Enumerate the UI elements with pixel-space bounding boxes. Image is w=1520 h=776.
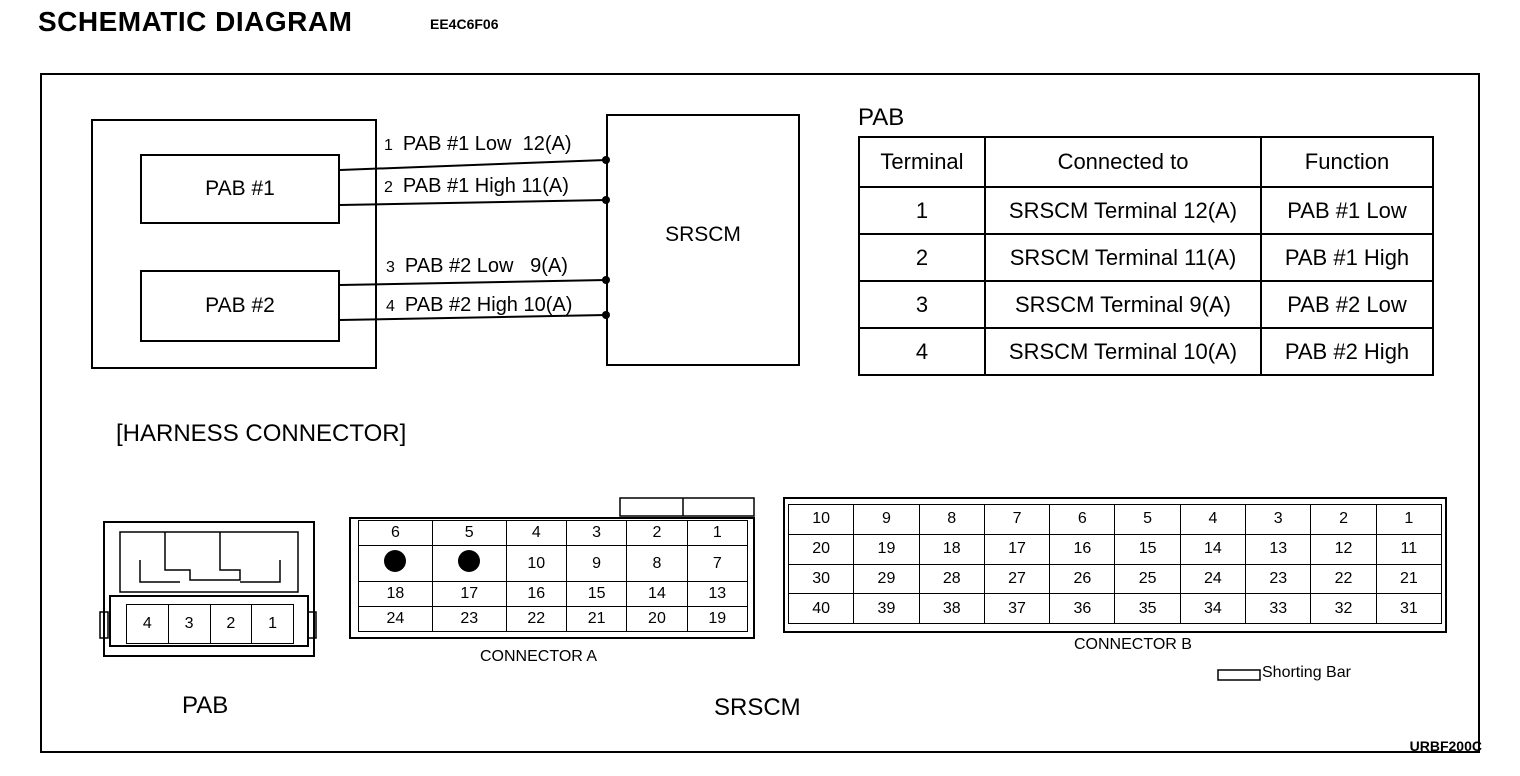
pin-cell: 1 <box>1376 505 1441 535</box>
pin-cell: 40 <box>789 594 854 624</box>
pin-cell: 5 <box>1115 505 1180 535</box>
table-header: Function <box>1261 137 1433 187</box>
table-header-row <box>859 137 1433 187</box>
page-title: SCHEMATIC DIAGRAM <box>38 6 353 37</box>
pin-cell: 17 <box>432 582 506 607</box>
table-cell: SRSCM Terminal 12(A) <box>985 187 1261 234</box>
table-row <box>859 281 1433 328</box>
table-cell: PAB #1 High <box>1261 234 1433 281</box>
diagram-code: EE4C6F06 <box>430 16 499 32</box>
pin-cell: 6 <box>359 521 433 546</box>
pin-cell: 6 <box>1050 505 1115 535</box>
pin-cell: 15 <box>566 582 626 607</box>
table-row <box>359 545 748 582</box>
pin-cell: 13 <box>687 582 747 607</box>
pin-cell: 12 <box>1311 534 1376 564</box>
table-cell: 4 <box>859 328 985 375</box>
wire-label-4: 4 PAB #2 High 10(A) <box>386 294 573 316</box>
pin-cell <box>432 545 506 582</box>
pin-cell: 38 <box>919 594 984 624</box>
table-cell: 1 <box>859 187 985 234</box>
pin-cell: 9 <box>566 545 626 582</box>
wire-1 <box>340 160 606 170</box>
pin-cell: 22 <box>1311 564 1376 594</box>
pab-table-title: PAB <box>858 104 905 131</box>
harness-connector-title: [HARNESS CONNECTOR] <box>116 420 407 447</box>
pin-cell: 18 <box>919 534 984 564</box>
pin-cell: 33 <box>1246 594 1311 624</box>
pin-cell: 11 <box>1376 534 1441 564</box>
srscm-caption: SRSCM <box>714 694 801 721</box>
pin-cell: 19 <box>854 534 919 564</box>
pin-cell: 34 <box>1180 594 1245 624</box>
pin-cell: 35 <box>1115 594 1180 624</box>
pin-cell: 39 <box>854 594 919 624</box>
pin-cell: 20 <box>789 534 854 564</box>
pin-cell: 23 <box>432 607 506 632</box>
pin-cell: 7 <box>687 545 747 582</box>
pin-cell: 5 <box>432 521 506 546</box>
pin-cell: 7 <box>984 505 1049 535</box>
pin-cell: 21 <box>566 607 626 632</box>
pin-cell: 18 <box>359 582 433 607</box>
pin-cell: 3 <box>1246 505 1311 535</box>
pin-cell: 25 <box>1115 564 1180 594</box>
pin-cell: 36 <box>1050 594 1115 624</box>
wire-2 <box>340 200 606 205</box>
wire-label-3: 3 PAB #2 Low 9(A) <box>386 255 568 277</box>
pin-cell: 1 <box>252 605 294 644</box>
pin-cell: 9 <box>854 505 919 535</box>
filled-pin-dot <box>384 550 406 572</box>
pab-connector-pins <box>126 604 294 644</box>
pin-cell: 1 <box>687 521 747 546</box>
shorting-bar-label: Shorting Bar <box>1262 664 1351 681</box>
table-cell: 2 <box>859 234 985 281</box>
pin-cell: 14 <box>627 582 687 607</box>
pin-cell: 29 <box>854 564 919 594</box>
table-row <box>359 521 748 546</box>
pin-cell: 3 <box>168 605 210 644</box>
pin-cell: 3 <box>566 521 626 546</box>
pin-cell: 24 <box>1180 564 1245 594</box>
wire-3 <box>340 280 606 285</box>
table-row <box>789 534 1442 564</box>
pin-cell: 4 <box>506 521 566 546</box>
pin-cell: 4 <box>127 605 169 644</box>
pin-cell: 2 <box>210 605 252 644</box>
pab1-box: PAB #1 <box>140 154 340 224</box>
pin-cell: 8 <box>627 545 687 582</box>
table-cell: SRSCM Terminal 11(A) <box>985 234 1261 281</box>
table-header: Terminal <box>859 137 985 187</box>
pin-cell: 16 <box>1050 534 1115 564</box>
table-cell: PAB #2 Low <box>1261 281 1433 328</box>
pin-cell: 4 <box>1180 505 1245 535</box>
pin-cell: 22 <box>506 607 566 632</box>
filled-pin-dot <box>458 550 480 572</box>
connector-a-key <box>620 498 754 516</box>
table-cell: SRSCM Terminal 10(A) <box>985 328 1261 375</box>
pin-cell <box>359 545 433 582</box>
pin-cell: 10 <box>506 545 566 582</box>
connector-b-caption: CONNECTOR B <box>1074 636 1192 653</box>
table-row <box>859 234 1433 281</box>
table-row <box>789 594 1442 624</box>
pin-cell: 17 <box>984 534 1049 564</box>
figure-code: URBF200C <box>1409 738 1482 754</box>
pin-cell: 26 <box>1050 564 1115 594</box>
srscm-box: SRSCM <box>606 114 800 366</box>
pab2-box: PAB #2 <box>140 270 340 342</box>
pin-cell: 27 <box>984 564 1049 594</box>
connector-b-grid <box>788 504 1442 624</box>
pin-cell: 13 <box>1246 534 1311 564</box>
pin-cell: 19 <box>687 607 747 632</box>
pin-cell: 28 <box>919 564 984 594</box>
table-row <box>859 328 1433 375</box>
connector-a-caption: CONNECTOR A <box>480 648 598 665</box>
table-row <box>859 187 1433 234</box>
connector-a-grid <box>358 520 748 632</box>
pab-terminal-table <box>858 136 1434 376</box>
table-header: Connected to <box>985 137 1261 187</box>
pin-cell: 20 <box>627 607 687 632</box>
table-row <box>789 564 1442 594</box>
pin-cell: 32 <box>1311 594 1376 624</box>
pin-cell: 21 <box>1376 564 1441 594</box>
table-cell: 3 <box>859 281 985 328</box>
pin-cell: 14 <box>1180 534 1245 564</box>
table-cell: PAB #1 Low <box>1261 187 1433 234</box>
table-cell: PAB #2 High <box>1261 328 1433 375</box>
pin-cell: 10 <box>789 505 854 535</box>
pin-cell: 16 <box>506 582 566 607</box>
pin-cell: 37 <box>984 594 1049 624</box>
table-row <box>359 607 748 632</box>
wire-label-2: 2 PAB #1 High 11(A) <box>384 175 569 197</box>
pin-cell: 30 <box>789 564 854 594</box>
pin-cell: 24 <box>359 607 433 632</box>
pin-cell: 31 <box>1376 594 1441 624</box>
pab-connector-caption: PAB <box>182 692 229 719</box>
table-row <box>359 582 748 607</box>
shorting-bar-symbol <box>1218 670 1260 680</box>
table-row <box>789 505 1442 535</box>
pin-cell: 2 <box>1311 505 1376 535</box>
pin-cell: 8 <box>919 505 984 535</box>
pin-cell: 15 <box>1115 534 1180 564</box>
pin-cell: 23 <box>1246 564 1311 594</box>
wire-label-1: 1 PAB #1 Low 12(A) <box>384 133 572 155</box>
table-cell: SRSCM Terminal 9(A) <box>985 281 1261 328</box>
pin-cell: 2 <box>627 521 687 546</box>
